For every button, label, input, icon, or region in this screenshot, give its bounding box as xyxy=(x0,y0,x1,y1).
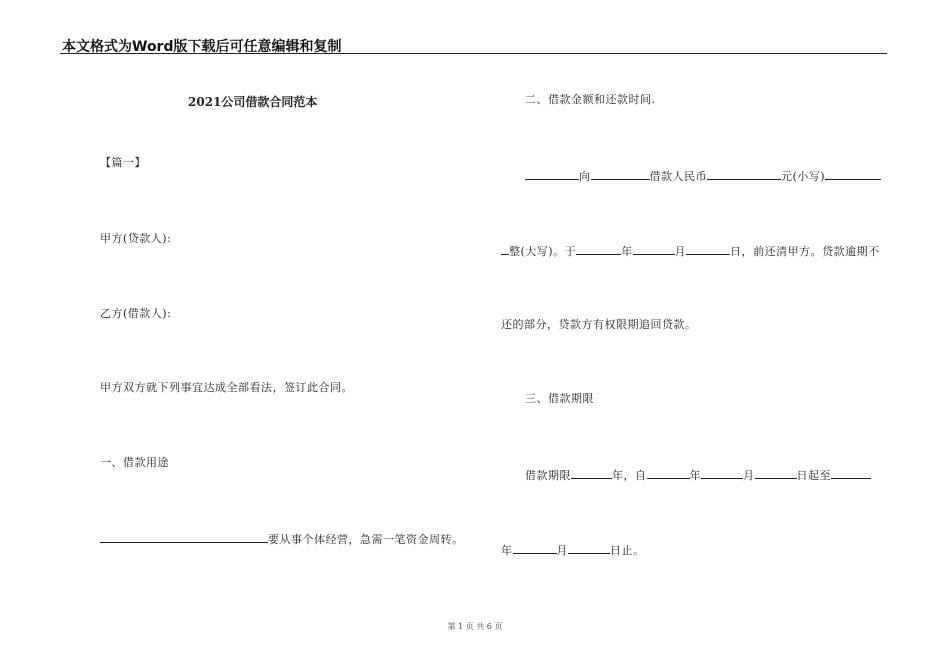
amount-lower-tail-blank xyxy=(825,168,881,180)
repay-month-blank xyxy=(633,243,675,255)
start-day-blank xyxy=(755,467,797,479)
term-line-2 xyxy=(501,542,645,558)
line2-text-c: 月 xyxy=(674,245,687,258)
repay-year-blank xyxy=(576,243,621,255)
line1-text-b: 借款人民币 xyxy=(649,170,707,183)
line4-text-e: 日起至 xyxy=(796,469,831,482)
lender-blank xyxy=(525,168,579,180)
end-day-blank xyxy=(568,542,610,554)
page-footer: 第 1 页 共 6 页 xyxy=(447,622,503,631)
line2-text-a: 整(大写)。于 xyxy=(509,245,577,258)
amount-upper-blank xyxy=(501,243,509,255)
borrower-blank xyxy=(591,168,650,180)
amount-lower-blank xyxy=(707,168,781,180)
end-month-blank xyxy=(513,542,557,554)
start-month-blank xyxy=(701,467,743,479)
start-year-blank xyxy=(647,467,690,479)
heading-amount-repayment: 二、借款金额和还款时间. xyxy=(525,93,656,106)
header-rule xyxy=(60,53,887,54)
amount-line-3: 还的部分，贷款方有权限期追回贷款。 xyxy=(501,318,697,331)
line1-text-c: 元(小写) xyxy=(781,170,826,183)
amount-line-2 xyxy=(501,243,880,259)
line4-text-c: 年 xyxy=(689,469,701,482)
term-line-1 xyxy=(525,467,871,483)
document-title: 2021公司借款合同范本 xyxy=(188,95,318,109)
line5-text-a: 年 xyxy=(501,544,513,557)
section-tag: 【篇一】 xyxy=(100,156,146,169)
line1-text-a: 向 xyxy=(579,170,591,183)
heading-loan-term: 三、借款期限 xyxy=(525,392,594,405)
line4-text-d: 月 xyxy=(743,469,755,482)
party-a-label: 甲方(贷款人): xyxy=(100,232,172,245)
line4-text-b: 年，自 xyxy=(612,469,647,482)
amount-line-1 xyxy=(525,168,881,184)
line2-text-b: 年 xyxy=(621,245,633,258)
purpose-line xyxy=(100,531,464,547)
line5-text-b: 月 xyxy=(556,544,568,557)
term-years-blank xyxy=(571,467,612,479)
party-b-label: 乙方(借款人): xyxy=(100,307,172,320)
repay-day-blank xyxy=(686,243,730,255)
line4-text-a: 借款期限 xyxy=(525,469,571,482)
purpose-blank xyxy=(100,531,268,543)
agreement-text: 甲方双方就下列事宜达成全部看法，签订此合同。 xyxy=(100,381,353,394)
heading-loan-purpose: 一、借款用途 xyxy=(100,456,169,469)
page-header: 本文格式为Word版下载后可任意编辑和复制 xyxy=(62,39,342,55)
end-year-blank xyxy=(831,467,871,479)
line5-text-c: 日止。 xyxy=(610,544,645,557)
line2-text-d: 日，前还清甲方。贷款逾期不 xyxy=(730,245,880,258)
purpose-text: 要从事个体经营，急需一笔资金周转。 xyxy=(268,533,464,546)
